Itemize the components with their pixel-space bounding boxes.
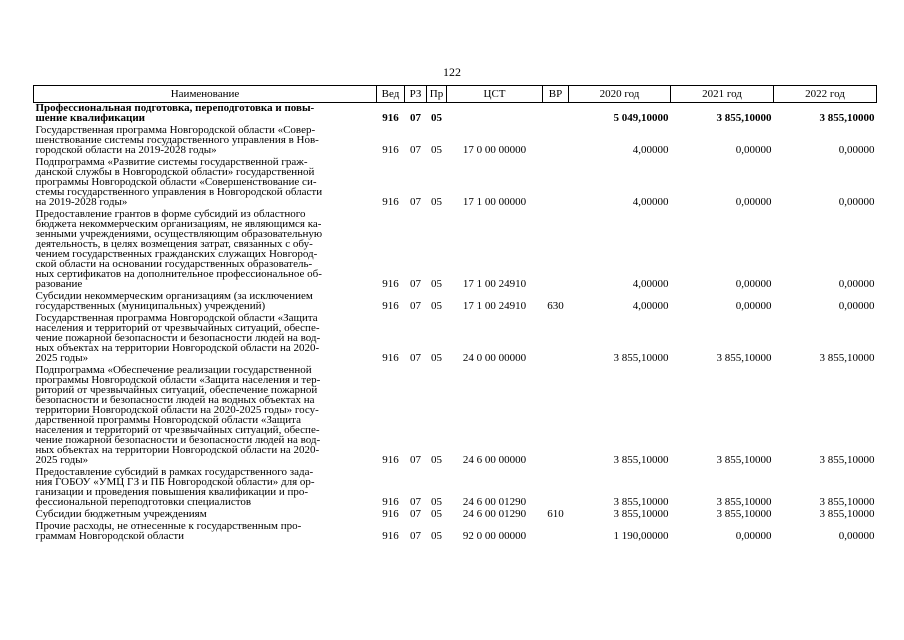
cell-vr bbox=[543, 209, 569, 291]
cell-vr bbox=[543, 125, 569, 157]
cell-name: Субсидии бюджетным учреждениям bbox=[35, 508, 207, 520]
cell-y2021: 0,00000 bbox=[735, 300, 772, 312]
header-ved: Вед bbox=[377, 86, 405, 103]
cell-pr: 05 bbox=[431, 352, 442, 364]
cell-pr: 05 bbox=[431, 196, 442, 208]
header-vr: ВР bbox=[543, 86, 569, 103]
cell-name: Подпрограмма «Обеспечение реализации государственной программы Новгородской области «Защита населения и тер- риторий от чрезвычайных ситуаций, обеспечение пожарной безопасности и безопасности людей на водных объектах на территории Новгородской области на 2020-2025 годы» госу- дарственной программы Новгородской области «Защита населения и территорий от чрезвычайных ситуаций, обеспе- чение пожарной безопасности и безопасности людей на вод- ных объектах на территории Новгородской области на 2020- 2025 годы» bbox=[35, 364, 321, 466]
cell-pr: 05 bbox=[431, 144, 442, 156]
cell-cst: 17 1 00 00000 bbox=[462, 196, 527, 208]
cell-y2021: 3 855,10000 bbox=[716, 508, 772, 520]
header-2022: 2022 год bbox=[774, 86, 877, 103]
cell-y2022: 0,00000 bbox=[838, 196, 875, 208]
cell-y2021: 3 855,10000 bbox=[716, 352, 772, 364]
cell-pr: 05 bbox=[431, 278, 442, 290]
cell-pr: 05 bbox=[431, 508, 442, 520]
cell-y2022: 0,00000 bbox=[838, 300, 875, 312]
table-row bbox=[34, 209, 877, 291]
cell-name: Подпрограмма «Развитие системы государственной граж- данской службы в Новгородской области» государственной программы Новгородской области «Совершенствование си- стемы государственного управления в Новгородской области на 2019-2028 годы» bbox=[35, 156, 323, 208]
cell-ved: 916 bbox=[382, 278, 399, 290]
table-row bbox=[34, 291, 877, 313]
cell-vr bbox=[543, 103, 569, 126]
header-row bbox=[34, 86, 877, 103]
cell-y2021: 0,00000 bbox=[735, 530, 772, 542]
table-body bbox=[34, 103, 877, 544]
cell-y2021: 0,00000 bbox=[735, 278, 772, 290]
table-row bbox=[34, 103, 877, 126]
cell-vr bbox=[543, 521, 569, 543]
cell-cst: 17 1 00 24910 bbox=[462, 278, 527, 290]
cell-y2020: 3 855,10000 bbox=[613, 454, 669, 466]
cell-ved: 916 bbox=[382, 300, 399, 312]
cell-rz: 07 bbox=[410, 300, 421, 312]
cell-vr: 610 bbox=[547, 508, 564, 520]
table-row bbox=[34, 521, 877, 543]
cell-y2022: 3 855,10000 bbox=[819, 112, 875, 124]
page-number: 122 bbox=[443, 65, 461, 79]
cell-vr bbox=[543, 313, 569, 365]
cell-y2020: 4,00000 bbox=[632, 278, 669, 290]
cell-y2020: 4,00000 bbox=[632, 300, 669, 312]
cell-rz: 07 bbox=[410, 196, 421, 208]
cell-ved: 916 bbox=[382, 508, 399, 520]
table-row bbox=[34, 157, 877, 209]
cell-cst: 24 0 00 00000 bbox=[462, 352, 527, 364]
cell-y2020: 4,00000 bbox=[632, 144, 669, 156]
cell-rz: 07 bbox=[410, 530, 421, 542]
cell-y2022: 3 855,10000 bbox=[819, 454, 875, 466]
cell-rz: 07 bbox=[410, 278, 421, 290]
cell-cst: 24 6 00 00000 bbox=[462, 454, 527, 466]
cell-y2020: 3 855,10000 bbox=[613, 496, 669, 508]
cell-y2022: 3 855,10000 bbox=[819, 508, 875, 520]
cell-y2020: 3 855,10000 bbox=[613, 508, 669, 520]
cell-cst: 92 0 00 00000 bbox=[462, 530, 527, 542]
cell-rz: 07 bbox=[410, 496, 421, 508]
cell-y2022: 3 855,10000 bbox=[819, 352, 875, 364]
cell-y2020: 5 049,10000 bbox=[613, 112, 669, 124]
cell-vr: 630 bbox=[547, 300, 564, 312]
cell-y2021: 3 855,10000 bbox=[716, 454, 772, 466]
table-row bbox=[34, 365, 877, 467]
table-row bbox=[34, 125, 877, 157]
cell-cst: 17 1 00 24910 bbox=[462, 300, 527, 312]
cell-ved: 916 bbox=[382, 530, 399, 542]
cell-y2021: 0,00000 bbox=[735, 144, 772, 156]
cell-ved: 916 bbox=[382, 196, 399, 208]
cell-y2022: 3 855,10000 bbox=[819, 496, 875, 508]
table-row bbox=[34, 467, 877, 509]
header-rz: РЗ bbox=[405, 86, 427, 103]
header-2020: 2020 год bbox=[569, 86, 671, 103]
header-2021: 2021 год bbox=[671, 86, 774, 103]
cell-cst: 24 6 00 01290 bbox=[462, 508, 527, 520]
cell-y2020: 4,00000 bbox=[632, 196, 669, 208]
cell-vr bbox=[543, 467, 569, 509]
cell-rz: 07 bbox=[410, 508, 421, 520]
cell-name: Предоставление грантов в форме субсидий из областного бюджета некоммерческим организациям, не являющимся ка- зенными учреждениями, осуществляющим образовательную деятельность, в целях возмещения затрат, связанных с обу- чением государственных гражданских служащих Новгород- ской области на основании государственных образователь- ных сертификатов на дополнительное профессиональное об- разование bbox=[35, 208, 323, 290]
cell-ved: 916 bbox=[382, 454, 399, 466]
cell-y2021: 3 855,10000 bbox=[716, 496, 772, 508]
table-row bbox=[34, 313, 877, 365]
header-name: Наименование bbox=[34, 86, 377, 103]
cell-rz: 07 bbox=[410, 454, 421, 466]
cell-rz: 07 bbox=[410, 112, 421, 124]
cell-cst: 17 0 00 00000 bbox=[462, 144, 527, 156]
cell-ved: 916 bbox=[382, 144, 399, 156]
cell-name: Предоставление субсидий в рамках государственного зада- ния ГОБОУ «УМЦ ГЗ и ПБ Новгородской области» для ор- ганизации и проведения повышения квалификации и про- фессиональной переподготовки специалистов bbox=[35, 466, 315, 508]
cell-name: Государственная программа Новгородской области «Защита населения и территорий от чрезвычайных ситуаций, обеспе- чение пожарной безопасности и безопасности людей на вод- ных объектах на территории Новгородской области на 2020- 2025 годы» bbox=[35, 312, 321, 364]
cell-name: Профессиональная подготовка, переподготовка и повы- шение квалификации bbox=[35, 102, 315, 124]
header-cst: ЦСТ bbox=[447, 86, 543, 103]
cell-pr: 05 bbox=[431, 300, 442, 312]
cell-cst bbox=[447, 103, 543, 126]
cell-pr: 05 bbox=[431, 530, 442, 542]
cell-y2022: 0,00000 bbox=[838, 278, 875, 290]
cell-pr: 05 bbox=[431, 454, 442, 466]
cell-ved: 916 bbox=[382, 496, 399, 508]
cell-y2022: 0,00000 bbox=[838, 144, 875, 156]
cell-ved: 916 bbox=[382, 352, 399, 364]
cell-ved: 916 bbox=[382, 112, 399, 124]
cell-name: Государственная программа Новгородской области «Совер- шенствование системы государственного управления в Нов- городской области на 2019-2028 годы» bbox=[35, 124, 319, 156]
cell-cst: 24 6 00 01290 bbox=[462, 496, 527, 508]
cell-rz: 07 bbox=[410, 144, 421, 156]
cell-y2022: 0,00000 bbox=[838, 530, 875, 542]
cell-y2020: 1 190,00000 bbox=[613, 530, 669, 542]
cell-y2021: 0,00000 bbox=[735, 196, 772, 208]
header-pr: Пр bbox=[427, 86, 447, 103]
cell-pr: 05 bbox=[431, 496, 442, 508]
cell-y2020: 3 855,10000 bbox=[613, 352, 669, 364]
cell-rz: 07 bbox=[410, 352, 421, 364]
cell-name: Субсидии некоммерческим организациям (за исключением государственных (муниципальных) учреждений) bbox=[35, 290, 313, 312]
cell-vr bbox=[543, 365, 569, 467]
cell-y2021: 3 855,10000 bbox=[716, 112, 772, 124]
cell-vr bbox=[543, 157, 569, 209]
table-header bbox=[34, 86, 877, 103]
budget-table bbox=[33, 85, 877, 543]
cell-pr: 05 bbox=[431, 112, 442, 124]
cell-name: Прочие расходы, не отнесенные к государственным про- граммам Новгородской области bbox=[35, 520, 302, 542]
